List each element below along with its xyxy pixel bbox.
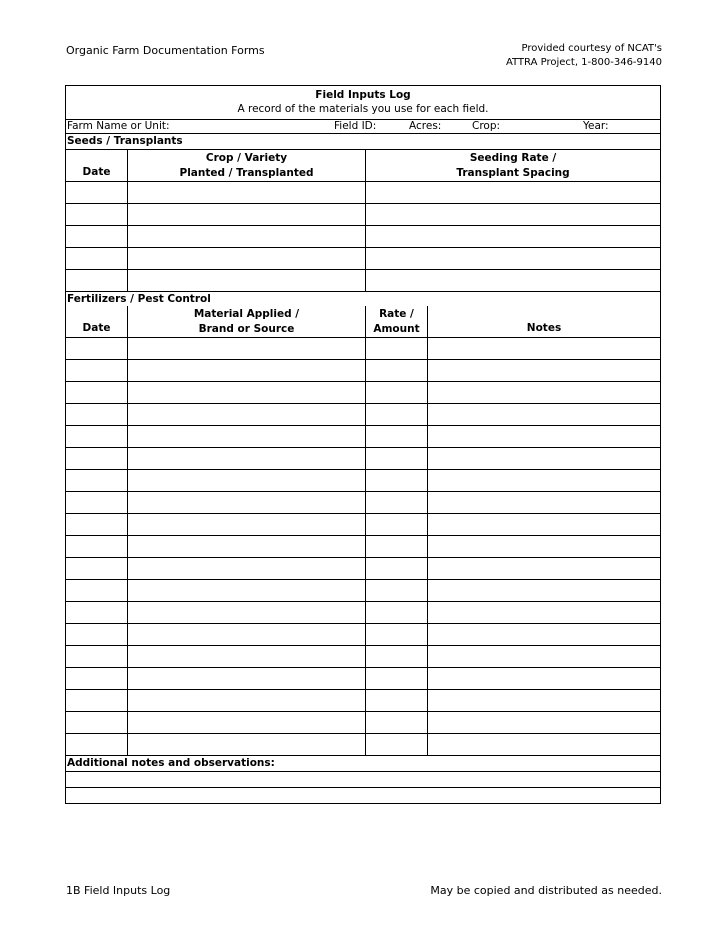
fertilizers-section-label: Fertilizers / Pest Control — [66, 291, 660, 306]
blank-cell[interactable] — [127, 204, 365, 225]
fert-col-material — [127, 306, 365, 337]
seeds-col-rate-line1: Seeding Rate / — [469, 151, 557, 164]
footer-form-id: 1B Field Inputs Log — [66, 884, 171, 897]
blank-cell[interactable] — [66, 448, 127, 469]
fertilizer-entry-row — [66, 733, 660, 755]
header-right-credit — [506, 42, 662, 70]
seeds-entry-row — [66, 247, 660, 269]
blank-cell[interactable] — [127, 182, 365, 203]
farm-name-label: Farm Name or Unit: — [67, 120, 170, 132]
blank-cell[interactable] — [427, 404, 660, 425]
blank-cell[interactable] — [127, 624, 365, 645]
blank-cell[interactable] — [365, 226, 660, 247]
blank-cell[interactable] — [127, 492, 365, 513]
fertilizer-entry-row — [66, 711, 660, 733]
fertilizer-entry-row — [66, 491, 660, 513]
blank-cell[interactable] — [66, 470, 127, 491]
header-credit-line2: ATTRA Project, 1-800-346-9140 — [505, 57, 662, 68]
blank-cell[interactable] — [127, 668, 365, 689]
blank-cell[interactable] — [66, 338, 127, 359]
blank-cell[interactable] — [66, 404, 127, 425]
seeds-entry-row — [66, 225, 660, 247]
fertilizer-entry-row — [66, 447, 660, 469]
blank-cell[interactable] — [365, 690, 427, 711]
fert-col-material-line1: Material Applied / — [193, 307, 300, 320]
blank-cell[interactable] — [365, 426, 427, 447]
blank-cell[interactable] — [365, 602, 427, 623]
blank-cell[interactable] — [365, 536, 427, 557]
fertilizer-entry-row — [66, 513, 660, 535]
fertilizer-entry-row — [66, 425, 660, 447]
blank-cell[interactable] — [127, 580, 365, 601]
blank-cell[interactable] — [365, 182, 660, 203]
blank-cell[interactable] — [127, 448, 365, 469]
blank-cell[interactable] — [365, 360, 427, 381]
additional-notes-label: Additional notes and observations: — [66, 755, 660, 771]
blank-cell[interactable] — [427, 558, 660, 579]
blank-cell[interactable] — [365, 624, 427, 645]
blank-cell[interactable] — [66, 558, 127, 579]
fertilizer-entry-row — [66, 557, 660, 579]
blank-cell[interactable] — [427, 734, 660, 755]
seeds-col-crop-line1: Crop / Variety — [205, 151, 288, 164]
header-left-title: Organic Farm Documentation Forms — [66, 44, 265, 57]
seeds-entry-row — [66, 269, 660, 291]
blank-cell[interactable] — [127, 470, 365, 491]
blank-cell[interactable] — [427, 426, 660, 447]
blank-cell[interactable] — [365, 712, 427, 733]
acres-label: Acres: — [409, 120, 442, 132]
fertilizer-entry-row — [66, 535, 660, 557]
fertilizers-header-row — [66, 306, 660, 337]
fertilizer-entry-row — [66, 623, 660, 645]
fertilizer-entry-row — [66, 337, 660, 359]
fert-col-rate — [365, 306, 427, 337]
blank-cell[interactable] — [427, 448, 660, 469]
form-meta-row — [66, 119, 660, 133]
fertilizer-entry-row — [66, 667, 660, 689]
fertilizer-entry-row — [66, 645, 660, 667]
fert-col-notes: Notes — [427, 306, 660, 337]
blank-cell[interactable] — [127, 646, 365, 667]
form-subtitle: A record of the materials you use for each field. — [237, 103, 489, 115]
seeds-col-date: Date — [82, 166, 111, 178]
blank-cell[interactable] — [127, 558, 365, 579]
blank-cell[interactable] — [365, 558, 427, 579]
blank-cell[interactable] — [66, 514, 127, 535]
blank-cell[interactable] — [365, 404, 427, 425]
seeds-section-label: Seeds / Transplants — [66, 133, 660, 149]
blank-cell[interactable] — [66, 536, 127, 557]
blank-cell[interactable] — [365, 382, 427, 403]
blank-cell[interactable] — [427, 646, 660, 667]
blank-cell[interactable] — [365, 646, 427, 667]
blank-cell[interactable] — [365, 492, 427, 513]
form-title: Field Inputs Log — [315, 89, 411, 101]
year-label: Year: — [583, 120, 609, 132]
field-id-label: Field ID: — [334, 120, 377, 132]
blank-cell[interactable] — [127, 602, 365, 623]
field-inputs-log-form — [65, 85, 661, 804]
seeds-col-crop — [127, 150, 365, 181]
blank-cell[interactable] — [127, 338, 365, 359]
blank-cell[interactable] — [427, 492, 660, 513]
blank-cell[interactable] — [66, 624, 127, 645]
blank-cell[interactable] — [127, 404, 365, 425]
seeds-col-rate-line2: Transplant Spacing — [456, 166, 570, 179]
blank-cell[interactable] — [127, 690, 365, 711]
blank-cell[interactable] — [365, 204, 660, 225]
blank-cell[interactable] — [365, 470, 427, 491]
blank-cell[interactable] — [427, 712, 660, 733]
blank-cell[interactable] — [66, 602, 127, 623]
fertilizer-entry-row — [66, 403, 660, 425]
seeds-entry-row — [66, 181, 660, 203]
blank-cell[interactable] — [427, 514, 660, 535]
blank-cell[interactable] — [365, 248, 660, 269]
seeds-header-row — [66, 149, 660, 181]
seeds-col-rate — [365, 150, 660, 181]
fertilizer-entry-row — [66, 689, 660, 711]
blank-cell[interactable] — [365, 580, 427, 601]
blank-cell[interactable] — [127, 536, 365, 557]
notes-line[interactable] — [66, 787, 660, 803]
blank-cell[interactable] — [66, 182, 127, 203]
blank-cell[interactable] — [127, 514, 365, 535]
blank-cell[interactable] — [365, 270, 660, 291]
blank-cell[interactable] — [127, 226, 365, 247]
blank-cell[interactable] — [127, 382, 365, 403]
fertilizer-entry-row — [66, 601, 660, 623]
blank-cell[interactable] — [127, 734, 365, 755]
fert-col-material-line2: Brand or Source — [198, 322, 295, 335]
blank-cell[interactable] — [427, 580, 660, 601]
blank-cell[interactable] — [365, 668, 427, 689]
blank-cell[interactable] — [66, 492, 127, 513]
blank-cell[interactable] — [427, 382, 660, 403]
blank-cell[interactable] — [66, 382, 127, 403]
blank-cell[interactable] — [66, 270, 127, 291]
blank-cell[interactable] — [427, 360, 660, 381]
blank-cell[interactable] — [66, 734, 127, 755]
blank-cell[interactable] — [427, 624, 660, 645]
blank-cell[interactable] — [365, 448, 427, 469]
fertilizer-rows — [66, 337, 660, 755]
fertilizer-entry-row — [66, 359, 660, 381]
blank-cell[interactable] — [427, 690, 660, 711]
blank-cell[interactable] — [66, 646, 127, 667]
blank-cell[interactable] — [66, 668, 127, 689]
seeds-rows — [66, 181, 660, 291]
fert-col-date: Date — [82, 322, 111, 334]
blank-cell[interactable] — [66, 690, 127, 711]
fertilizer-entry-row — [66, 381, 660, 403]
blank-cell[interactable] — [66, 712, 127, 733]
blank-cell[interactable] — [66, 580, 127, 601]
fertilizer-entry-row — [66, 579, 660, 601]
blank-cell[interactable] — [365, 338, 427, 359]
blank-cell[interactable] — [127, 360, 365, 381]
blank-cell[interactable] — [66, 226, 127, 247]
blank-cell[interactable] — [427, 602, 660, 623]
blank-cell[interactable] — [427, 338, 660, 359]
blank-cell[interactable] — [127, 426, 365, 447]
seeds-entry-row — [66, 203, 660, 225]
notes-line[interactable] — [66, 771, 660, 787]
blank-cell[interactable] — [66, 426, 127, 447]
header-credit-line1: Provided courtesy of NCAT's — [521, 43, 662, 54]
blank-cell[interactable] — [427, 470, 660, 491]
blank-cell[interactable] — [127, 712, 365, 733]
blank-cell[interactable] — [365, 734, 427, 755]
fert-col-rate-line1: Rate / — [379, 307, 414, 320]
crop-label: Crop: — [472, 120, 501, 132]
seeds-col-crop-line2: Planted / Transplanted — [179, 166, 314, 179]
blank-cell[interactable] — [427, 668, 660, 689]
blank-cell[interactable] — [365, 514, 427, 535]
blank-cell[interactable] — [66, 204, 127, 225]
fertilizer-entry-row — [66, 469, 660, 491]
blank-cell[interactable] — [66, 360, 127, 381]
footer-copy-note: May be copied and distributed as needed. — [430, 884, 662, 897]
blank-cell[interactable] — [127, 270, 365, 291]
blank-cell[interactable] — [127, 248, 365, 269]
blank-cell[interactable] — [66, 248, 127, 269]
blank-cell[interactable] — [427, 536, 660, 557]
fert-col-rate-line2: Amount — [373, 322, 420, 335]
